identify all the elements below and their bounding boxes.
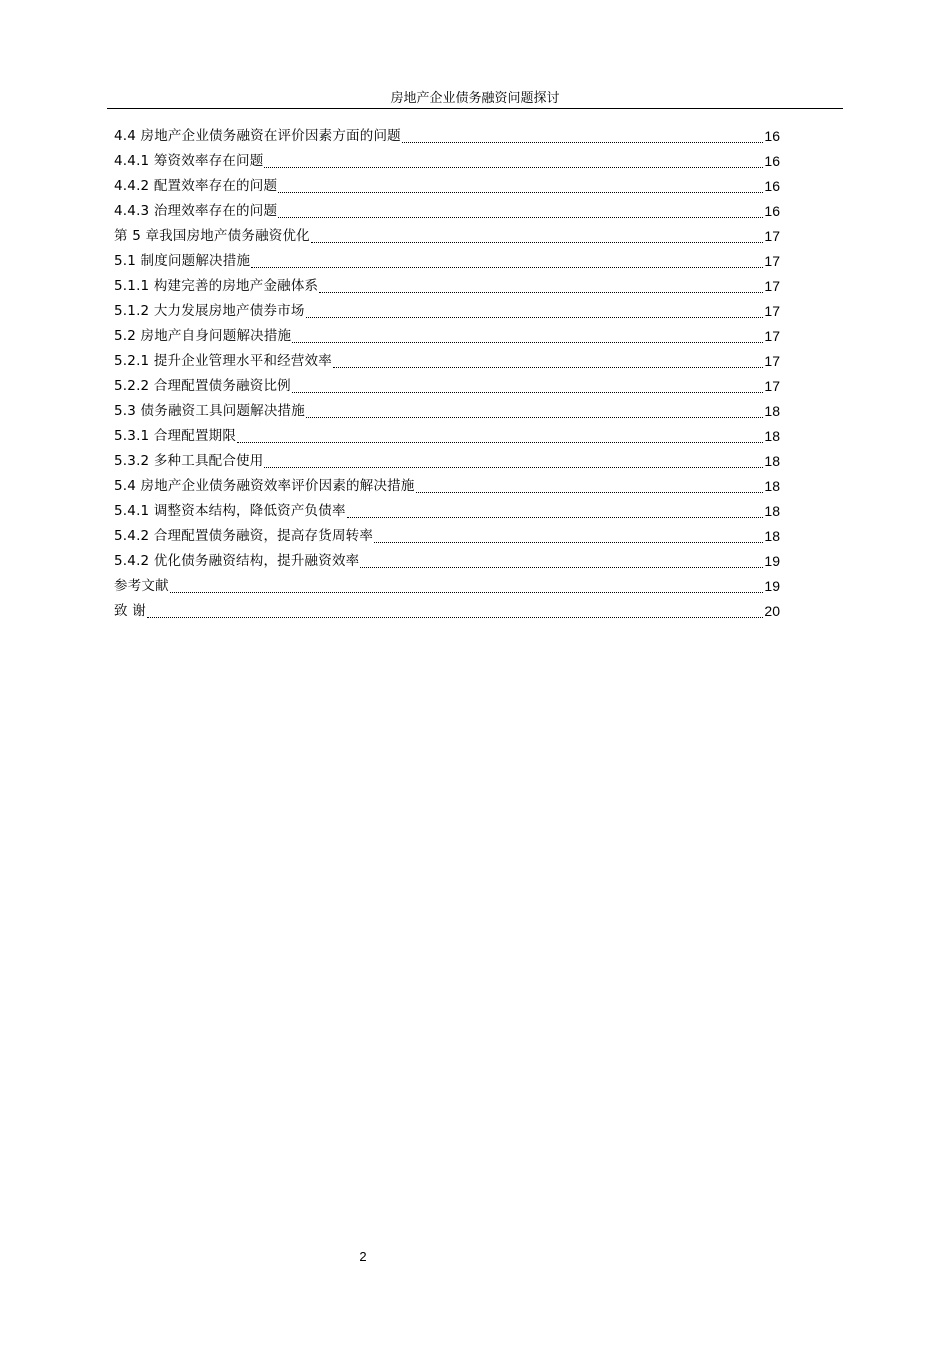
header-divider — [107, 108, 843, 109]
toc-entry[interactable] — [114, 299, 780, 324]
toc-entry[interactable] — [114, 274, 780, 299]
toc-entry-title: 5.3.2 多种工具配合使用 — [114, 453, 264, 469]
toc-dot-leader — [237, 442, 763, 443]
toc-entry[interactable] — [114, 324, 780, 349]
toc-entry[interactable] — [114, 424, 780, 449]
toc-entry-page: 16 — [764, 128, 780, 144]
toc-entry[interactable] — [114, 224, 780, 249]
toc-entry[interactable] — [114, 574, 780, 599]
toc-dot-leader — [416, 492, 764, 493]
toc-entry-page: 18 — [764, 503, 780, 519]
toc-entry-page: 20 — [764, 603, 780, 619]
toc-entry-title: 5.1.1 构建完善的房地产金融体系 — [114, 278, 319, 294]
toc-entry[interactable] — [114, 374, 780, 399]
toc-dot-leader — [402, 142, 764, 143]
toc-dot-leader — [374, 542, 763, 543]
toc-dot-leader — [264, 167, 763, 168]
page-number: 2 — [359, 1249, 367, 1264]
toc-entry-title: 4.4.1 筹资效率存在问题 — [114, 153, 264, 169]
toc-entry[interactable] — [114, 499, 780, 524]
toc-entry[interactable] — [114, 474, 780, 499]
toc-dot-leader — [306, 317, 764, 318]
toc-entry-title: 5.4.2 优化债务融资结构，提升融资效率 — [114, 553, 360, 569]
table-of-contents — [114, 124, 780, 624]
toc-entry[interactable] — [114, 124, 780, 149]
toc-dot-leader — [278, 217, 763, 218]
toc-entry-page: 16 — [764, 203, 780, 219]
toc-dot-leader — [251, 267, 763, 268]
toc-dot-leader — [292, 342, 763, 343]
toc-entry-title: 5.2 房地产自身问题解决措施 — [114, 328, 292, 344]
toc-dot-leader — [306, 417, 763, 418]
toc-entry[interactable] — [114, 199, 780, 224]
toc-dot-leader — [147, 617, 764, 618]
toc-entry-title: 5.4.2 合理配置债务融资，提高存货周转率 — [114, 528, 374, 544]
toc-entry[interactable] — [114, 249, 780, 274]
toc-entry-page: 17 — [764, 328, 780, 344]
toc-dot-leader — [170, 592, 764, 593]
toc-entry-title: 4.4 房地产企业债务融资在评价因素方面的问题 — [114, 128, 401, 144]
toc-entry-page: 18 — [764, 403, 780, 419]
toc-entry-page: 18 — [764, 428, 780, 444]
toc-entry-page: 16 — [764, 153, 780, 169]
toc-entry-page: 18 — [764, 453, 780, 469]
toc-entry-title: 5.1 制度问题解决措施 — [114, 253, 251, 269]
toc-entry-title: 5.1.2 大力发展房地产债券市场 — [114, 303, 305, 319]
toc-entry[interactable] — [114, 174, 780, 199]
toc-entry[interactable] — [114, 149, 780, 174]
toc-entry-title: 第 5 章我国房地产债务融资优化 — [114, 228, 310, 244]
running-header-title: 房地产企业债务融资问题探讨 — [390, 91, 560, 106]
toc-entry-page: 17 — [764, 303, 780, 319]
toc-dot-leader — [360, 567, 763, 568]
toc-dot-leader — [264, 467, 763, 468]
toc-entry[interactable] — [114, 549, 780, 574]
toc-entry-page: 17 — [764, 253, 780, 269]
toc-entry-title: 5.2.2 合理配置债务融资比例 — [114, 378, 291, 394]
toc-entry-page: 17 — [764, 228, 780, 244]
toc-dot-leader — [292, 392, 764, 393]
toc-entry[interactable] — [114, 599, 780, 624]
toc-entry-page: 17 — [764, 378, 780, 394]
toc-entry-title: 5.4.1 调整资本结构，降低资产负债率 — [114, 503, 346, 519]
toc-entry-title: 5.4 房地产企业债务融资效率评价因素的解决措施 — [114, 478, 415, 494]
toc-entry-title: 5.2.1 提升企业管理水平和经营效率 — [114, 353, 332, 369]
toc-entry[interactable] — [114, 349, 780, 374]
toc-dot-leader — [278, 192, 763, 193]
toc-entry-page: 17 — [764, 278, 780, 294]
toc-entry-title: 4.4.2 配置效率存在的问题 — [114, 178, 278, 194]
toc-entry-page: 19 — [764, 578, 780, 594]
toc-dot-leader — [347, 517, 764, 518]
toc-entry-page: 19 — [764, 553, 780, 569]
toc-entry-title: 5.3.1 合理配置期限 — [114, 428, 237, 444]
toc-entry-page: 18 — [764, 528, 780, 544]
toc-entry-page: 18 — [764, 478, 780, 494]
toc-entry[interactable] — [114, 449, 780, 474]
toc-entry-title: 参考文献 — [114, 578, 169, 594]
toc-dot-leader — [333, 367, 763, 368]
toc-entry-page: 17 — [764, 353, 780, 369]
toc-entry-title: 致 谢 — [114, 603, 146, 619]
toc-dot-leader — [311, 242, 764, 243]
toc-entry[interactable] — [114, 524, 780, 549]
toc-entry[interactable] — [114, 399, 780, 424]
toc-entry-title: 5.3 债务融资工具问题解决措施 — [114, 403, 305, 419]
toc-dot-leader — [319, 292, 763, 293]
toc-entry-title: 4.4.3 治理效率存在的问题 — [114, 203, 278, 219]
toc-entry-page: 16 — [764, 178, 780, 194]
